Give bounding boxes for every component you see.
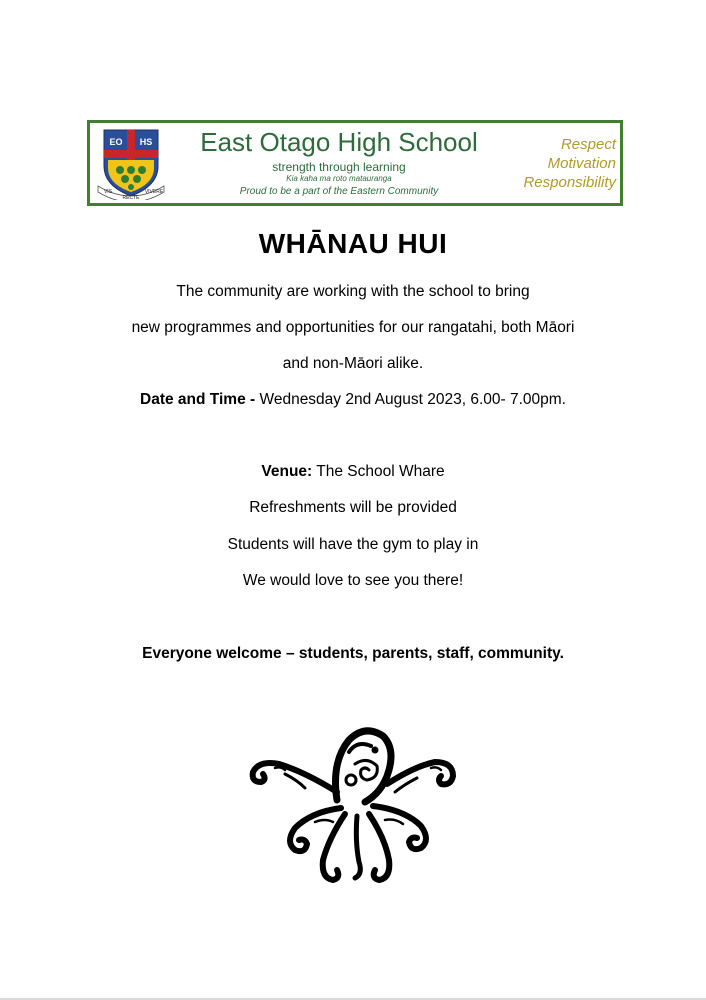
svg-text:HS: HS xyxy=(139,137,153,147)
gym-line: Students will have the gym to play in xyxy=(227,536,479,553)
invite-line: We would love to see you there! xyxy=(242,572,464,589)
venue-value: The School Whare xyxy=(312,463,445,480)
school-tagline: strength through learning xyxy=(272,160,406,174)
school-values xyxy=(496,135,616,192)
school-crest-icon xyxy=(96,126,166,200)
octopus-icon xyxy=(245,722,460,887)
venue-label: Venue: xyxy=(261,463,313,480)
value-responsibility: Responsibility xyxy=(523,174,616,191)
school-name: East Otago High School xyxy=(200,127,478,157)
everyone-welcome: Everyone welcome – students, parents, staff, community. xyxy=(142,645,564,662)
venue-line xyxy=(0,463,706,481)
maori-tagline: Kia kaha ma roto matauranga xyxy=(286,174,392,183)
date-value: Wednesday 2nd August 2023, 6.00- 7.00pm. xyxy=(255,391,566,408)
value-motivation: Motivation xyxy=(547,155,616,172)
svg-text:EO: EO xyxy=(109,137,123,147)
banner-text-block xyxy=(174,123,504,203)
page-title: WHĀNAU HUI xyxy=(258,228,448,259)
community-statement: Proud to be a part of the Eastern Community xyxy=(239,186,439,197)
school-banner xyxy=(87,120,623,206)
intro-line-3: and non-Māori alike. xyxy=(282,355,424,372)
date-time-line xyxy=(0,391,706,409)
date-label: Date and Time - xyxy=(140,391,256,408)
svg-text:RECTE: RECTE xyxy=(122,195,140,200)
svg-text:VIVERE: VIVERE xyxy=(144,189,164,195)
value-respect: Respect xyxy=(560,136,616,153)
svg-text:VIS: VIS xyxy=(103,189,113,195)
intro-line-1: The community are working with the school to bring xyxy=(176,283,530,300)
refreshments-line: Refreshments will be provided xyxy=(249,499,457,516)
intro-line-2: new programmes and opportunities for our rangatahi, both Māori xyxy=(131,319,575,336)
